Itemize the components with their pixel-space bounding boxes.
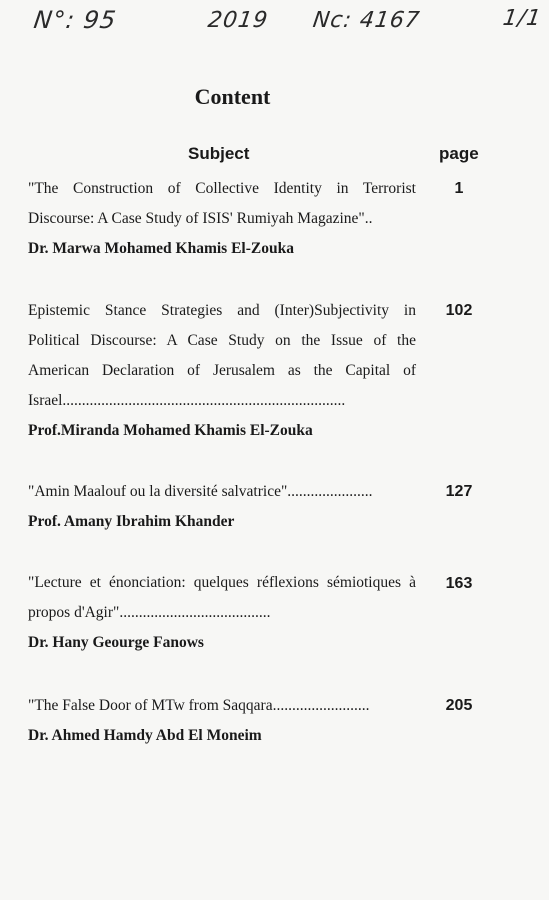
toc-entry — [28, 296, 416, 446]
entry-title: "Amin Maalouf ou la diversité salvatrice"...................... — [28, 483, 373, 500]
entry-author: Dr. Marwa Mohamed Khamis El-Zouka — [28, 240, 294, 257]
entry-page-number: 163 — [445, 575, 473, 592]
entry-title: "The False Door of MTw from Saqqara......................... — [28, 697, 370, 714]
entry-author: Prof.Miranda Mohamed Khamis El-Zouka — [28, 422, 313, 439]
entry-page-number: 102 — [445, 302, 473, 319]
entry-title: Epistemic Stance Strategies and (Inter)Subjectivity in Political Discourse: A Case Study on the Issue of the American Declaration of Jerusalem as the Capital of Israel......................................................................... — [28, 302, 416, 409]
page-column-header: page — [439, 144, 479, 163]
entry-title: "Lecture et énonciation: quelques réflexions sémiotiques à propos d'Agir"....................................... — [28, 574, 416, 621]
entry-author: Dr. Hany Geourge Fanows — [28, 634, 204, 651]
page-title: Content — [194, 84, 271, 109]
entry-author: Dr. Ahmed Hamdy Abd El Moneim — [28, 727, 262, 744]
handwritten-code: Nc: 4167 — [311, 8, 422, 33]
subject-column-header: Subject — [188, 144, 250, 163]
handwritten-fraction: 1/1 — [501, 6, 544, 31]
entry-author: Prof. Amany Ibrahim Khander — [28, 513, 235, 530]
toc-entry — [28, 568, 416, 658]
handwritten-issue-number: N°: 95 — [32, 6, 119, 34]
entry-page-number: 1 — [454, 180, 464, 197]
entry-page-number: 127 — [445, 483, 473, 500]
toc-entry — [28, 691, 416, 751]
toc-entry — [28, 477, 416, 537]
entry-title: "The Construction of Collective Identity in Terrorist Discourse: A Case Study of ISIS' Rumiyah Magazine".. — [28, 180, 416, 227]
toc-entry — [28, 174, 416, 264]
handwritten-year: 2019 — [206, 8, 270, 33]
entry-page-number: 205 — [445, 697, 473, 714]
